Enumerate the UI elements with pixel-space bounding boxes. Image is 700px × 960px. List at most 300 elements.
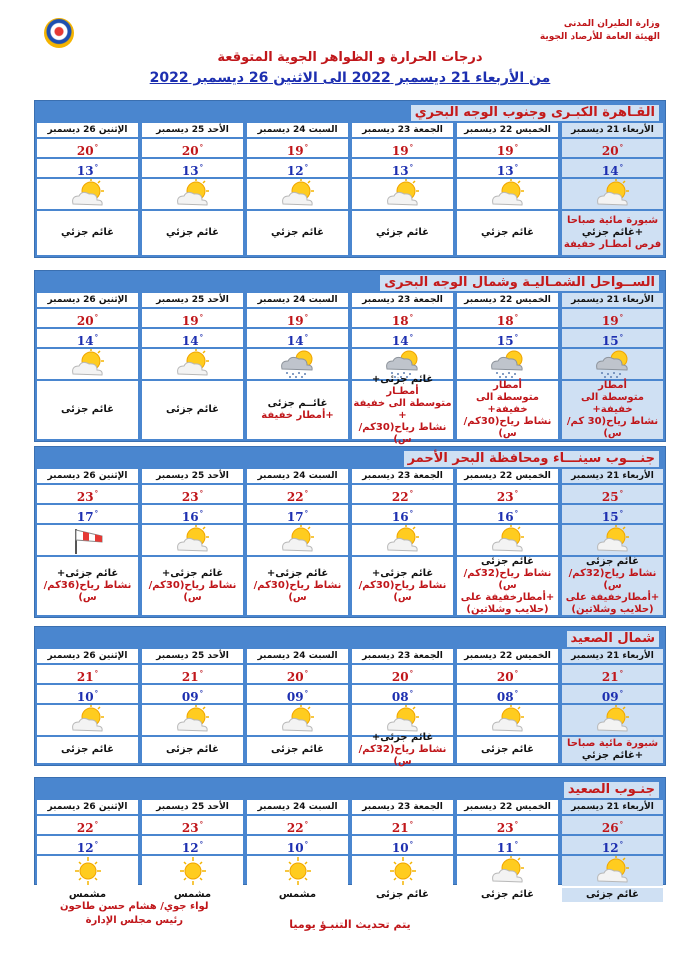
max-temperature	[37, 816, 138, 834]
day-column	[142, 123, 243, 255]
day-label: الأحد 25 ديسمبر	[142, 800, 243, 814]
weather-description	[142, 381, 243, 439]
max-temperature	[352, 309, 453, 327]
min-temperature	[352, 505, 453, 523]
max-temperature-value: 21	[76, 670, 94, 684]
weather-description-line: أمطار	[493, 380, 522, 391]
weather-description-line: (حلايب وشلاتين)	[571, 604, 654, 615]
day-label: الأربعاء 21 ديسمبر	[562, 123, 663, 137]
degree-symbol: °	[619, 820, 624, 829]
weather-description-line: غائم جزئى	[271, 744, 324, 755]
min-temperature-value: 16	[391, 510, 409, 524]
region-name: جنـــوب سينـــاء ومحافظة البحر الأحمر	[404, 451, 659, 467]
min-temperature-value: 14	[181, 334, 199, 348]
degree-symbol: °	[199, 689, 204, 698]
degree-symbol: °	[304, 509, 309, 518]
max-temperature-value: 19	[181, 314, 199, 328]
weather-description-line: غائم جزئى+	[371, 568, 434, 579]
weather-description	[457, 888, 558, 902]
min-temperature-value: 09	[601, 690, 619, 704]
degree-symbol: °	[619, 143, 624, 152]
degree-symbol: °	[94, 163, 99, 172]
day-column	[352, 649, 453, 767]
organization-name	[540, 18, 660, 44]
weather-description	[247, 737, 348, 763]
day-label: الأربعاء 21 ديسمبر	[562, 649, 663, 663]
weather-description	[352, 732, 453, 767]
min-temperature-value: 14	[286, 334, 304, 348]
max-temperature	[142, 309, 243, 327]
min-temperature	[562, 505, 663, 523]
weather-description-line: غائم جزئى	[61, 404, 114, 415]
day-label: الخميس 22 ديسمبر	[457, 800, 558, 814]
weather-description-line: غائم جزئى+	[161, 568, 224, 579]
max-temperature	[352, 139, 453, 157]
day-column	[247, 800, 348, 902]
weather-description-line: متوسطة الى خفيفة+	[476, 392, 539, 415]
day-label: الخميس 22 ديسمبر	[457, 649, 558, 663]
max-temperature-value: 23	[181, 490, 199, 504]
degree-symbol: °	[199, 669, 204, 678]
min-temperature-value: 12	[286, 164, 304, 178]
degree-symbol: °	[304, 163, 309, 172]
weather-description-line: نشاط رياح(30 كم/س)	[566, 416, 659, 439]
day-column	[247, 469, 348, 615]
degree-symbol: °	[409, 489, 414, 498]
max-temperature	[352, 816, 453, 834]
max-temperature	[562, 139, 663, 157]
max-temperature	[562, 309, 663, 327]
degree-symbol: °	[199, 840, 204, 849]
min-temperature-value: 17	[76, 510, 94, 524]
max-temperature-value: 20	[76, 144, 94, 158]
min-temperature-value: 15	[601, 334, 619, 348]
max-temperature-value: 20	[601, 144, 619, 158]
max-temperature	[352, 665, 453, 683]
min-temperature-value: 12	[76, 841, 94, 855]
day-column	[142, 469, 243, 615]
day-column	[352, 123, 453, 255]
weather-description	[247, 557, 348, 615]
degree-symbol: °	[619, 163, 624, 172]
max-temperature	[457, 485, 558, 503]
max-temperature	[142, 665, 243, 683]
degree-symbol: °	[409, 509, 414, 518]
min-temperature-value: 15	[601, 510, 619, 524]
degree-symbol: °	[304, 820, 309, 829]
windsock-icon	[37, 525, 138, 555]
weather-description	[142, 211, 243, 255]
degree-symbol: °	[514, 313, 519, 322]
degree-symbol: °	[514, 820, 519, 829]
weather-description-line: شبورة مائية صباحا	[566, 215, 659, 226]
degree-symbol: °	[409, 163, 414, 172]
min-temperature-value: 08	[496, 690, 514, 704]
max-temperature-value: 22	[391, 490, 409, 504]
min-temperature	[457, 685, 558, 703]
min-temperature-value: 13	[496, 164, 514, 178]
partly-cloudy-sun-icon	[247, 179, 348, 209]
max-temperature-value: 18	[391, 314, 409, 328]
day-column	[37, 123, 138, 255]
weather-description-line: نشاط رياح(30كم/س)	[358, 580, 447, 603]
day-column	[142, 800, 243, 902]
day-label: الأحد 25 ديسمبر	[142, 293, 243, 307]
min-temperature-value: 14	[601, 164, 619, 178]
max-temperature	[37, 665, 138, 683]
day-column	[562, 123, 663, 255]
day-column	[562, 800, 663, 902]
min-temperature-value: 15	[496, 334, 514, 348]
min-temperature	[247, 685, 348, 703]
partly-cloudy-sun-icon	[457, 179, 558, 209]
degree-symbol: °	[94, 509, 99, 518]
max-temperature	[352, 485, 453, 503]
degree-symbol: °	[304, 333, 309, 342]
min-temperature	[247, 836, 348, 854]
degree-symbol: °	[514, 509, 519, 518]
weather-description-line: +غائم جزئي	[581, 227, 644, 238]
min-temperature	[37, 329, 138, 347]
max-temperature-value: 19	[286, 314, 304, 328]
degree-symbol: °	[409, 669, 414, 678]
degree-symbol: °	[94, 333, 99, 342]
day-column	[37, 469, 138, 615]
partly-cloudy-sun-icon	[247, 525, 348, 555]
partly-cloudy-sun-icon	[352, 705, 453, 735]
min-temperature	[562, 685, 663, 703]
max-temperature-value: 23	[181, 821, 199, 835]
weather-description-line: غائم جزئى	[376, 889, 429, 900]
min-temperature-value: 09	[181, 690, 199, 704]
day-label: الإثنين 26 ديسمبر	[37, 123, 138, 137]
day-label: الإثنين 26 ديسمبر	[37, 649, 138, 663]
max-temperature	[247, 309, 348, 327]
day-label: السبت 24 ديسمبر	[247, 649, 348, 663]
day-label: السبت 24 ديسمبر	[247, 123, 348, 137]
max-temperature-value: 18	[496, 314, 514, 328]
day-label: الأربعاء 21 ديسمبر	[562, 469, 663, 483]
partly-cloudy-sun-icon	[37, 349, 138, 379]
max-temperature-value: 23	[496, 821, 514, 835]
weather-description	[247, 888, 348, 902]
partly-cloudy-sun-icon	[142, 705, 243, 735]
partly-cloudy-sun-icon	[352, 525, 453, 555]
date-range-title: من الأربعاء 21 ديسمبر 2022 الى الاثنين 26 ديسمبر 2022	[149, 70, 551, 86]
region-panel	[34, 777, 666, 900]
region-header	[35, 627, 665, 649]
weather-description-line: +أمطارخفيفة على	[565, 592, 660, 603]
weather-description-line: غائم جزئي	[166, 227, 219, 238]
region-header	[35, 271, 665, 293]
day-column	[247, 649, 348, 763]
min-temperature-value: 10	[76, 690, 94, 704]
day-column	[352, 469, 453, 615]
weather-description-line: نشاط رياح(36كم/س)	[43, 580, 132, 603]
weather-description	[562, 888, 663, 902]
weather-description-line: غائم جزئي	[271, 227, 324, 238]
org-line-2: الهيئة العامة للأرصاد الجوية	[539, 32, 660, 42]
weather-description	[352, 211, 453, 255]
day-column	[247, 123, 348, 255]
degree-symbol: °	[94, 313, 99, 322]
weather-description-line: مشمس	[173, 889, 212, 900]
weather-description-line: نشاط رياح(32كم/س)	[358, 744, 447, 767]
max-temperature-value: 25	[601, 490, 619, 504]
weather-description-line: +أمطار خفيفة	[261, 410, 334, 421]
degree-symbol: °	[409, 333, 414, 342]
day-label: الجمعة 23 ديسمبر	[352, 800, 453, 814]
degree-symbol: °	[199, 509, 204, 518]
authority-logo	[44, 18, 74, 48]
max-temperature-value: 19	[286, 144, 304, 158]
weather-description-line: غائم جزئى+	[371, 732, 434, 743]
max-temperature	[247, 485, 348, 503]
weather-description-line: أمطـار	[386, 386, 419, 397]
region-panel	[34, 100, 666, 258]
degree-symbol: °	[514, 143, 519, 152]
partly-cloudy-sun-icon	[562, 525, 663, 555]
page-title: درجات الحرارة و الظواهر الجوية المتوقعة	[217, 50, 483, 65]
weather-description-line: غائم جزئى	[166, 744, 219, 755]
max-temperature-value: 23	[496, 490, 514, 504]
day-label: الأربعاء 21 ديسمبر	[562, 800, 663, 814]
max-temperature	[457, 139, 558, 157]
max-temperature	[37, 485, 138, 503]
day-label: السبت 24 ديسمبر	[247, 469, 348, 483]
signature-name: لواء جوي/ هشام حسن طاحون	[60, 901, 209, 912]
degree-symbol: °	[619, 333, 624, 342]
min-temperature	[562, 329, 663, 347]
partly-cloudy-sun-icon	[247, 705, 348, 735]
degree-symbol: °	[199, 820, 204, 829]
min-temperature	[37, 836, 138, 854]
signature-title: رئيس مجلس الإدارة	[85, 915, 183, 926]
max-temperature	[457, 665, 558, 683]
max-temperature	[562, 816, 663, 834]
day-label: الجمعة 23 ديسمبر	[352, 293, 453, 307]
partly-cloudy-sun-icon	[562, 179, 663, 209]
region-name: الســواحل الشمـاليـة وشمال الوجه البحرى	[380, 275, 659, 291]
sunny-icon	[37, 856, 138, 886]
partly-cloudy-sun-icon	[142, 525, 243, 555]
day-label: الخميس 22 ديسمبر	[457, 469, 558, 483]
degree-symbol: °	[514, 489, 519, 498]
max-temperature-value: 20	[181, 144, 199, 158]
day-column	[352, 293, 453, 445]
degree-symbol: °	[514, 333, 519, 342]
day-label: الإثنين 26 ديسمبر	[37, 800, 138, 814]
weather-description-line: نشاط رياح(30كم/س)	[148, 580, 237, 603]
weather-description-line: نشاط رياح(32كم/س)	[568, 568, 657, 591]
max-temperature	[562, 665, 663, 683]
day-column	[562, 649, 663, 763]
min-temperature-value: 13	[181, 164, 199, 178]
min-temperature	[457, 159, 558, 177]
day-column	[562, 469, 663, 615]
max-temperature-value: 19	[391, 144, 409, 158]
region-panel	[34, 270, 666, 445]
max-temperature	[457, 816, 558, 834]
day-column	[37, 293, 138, 439]
max-temperature-value: 21	[601, 670, 619, 684]
weather-description-line: نشاط رياح(30كم/س)	[358, 422, 447, 445]
min-temperature-value: 11	[496, 841, 514, 855]
min-temperature	[142, 836, 243, 854]
weather-description	[352, 557, 453, 615]
region-panel	[34, 626, 666, 766]
min-temperature-value: 16	[496, 510, 514, 524]
min-temperature	[562, 159, 663, 177]
weather-description	[562, 557, 663, 615]
region-panel	[34, 446, 666, 618]
max-temperature-value: 20	[496, 670, 514, 684]
region-header	[35, 101, 665, 123]
min-temperature-value: 17	[286, 510, 304, 524]
min-temperature	[352, 329, 453, 347]
min-temperature	[247, 329, 348, 347]
weather-description	[562, 737, 663, 763]
day-label: الجمعة 23 ديسمبر	[352, 469, 453, 483]
min-temperature	[142, 505, 243, 523]
min-temperature	[37, 685, 138, 703]
max-temperature-value: 19	[601, 314, 619, 328]
degree-symbol: °	[304, 840, 309, 849]
degree-symbol: °	[94, 669, 99, 678]
weather-description	[247, 211, 348, 255]
weather-description	[457, 381, 558, 439]
degree-symbol: °	[304, 143, 309, 152]
day-column	[142, 649, 243, 763]
weather-description-line: غائــم جزئى	[267, 398, 328, 409]
min-temperature-value: 08	[391, 690, 409, 704]
partly-cloudy-sun-icon	[37, 705, 138, 735]
min-temperature	[247, 505, 348, 523]
min-temperature	[37, 505, 138, 523]
degree-symbol: °	[514, 689, 519, 698]
region-name: القـاهرة الكبـرى وجنوب الوجه البحري	[411, 105, 659, 121]
day-label: السبت 24 ديسمبر	[247, 293, 348, 307]
degree-symbol: °	[514, 163, 519, 172]
degree-symbol: °	[514, 840, 519, 849]
weather-description-line: فرص أمطـار خفيفة	[563, 239, 662, 250]
day-label: الخميس 22 ديسمبر	[457, 293, 558, 307]
min-temperature-value: 10	[391, 841, 409, 855]
partly-cloudy-sun-icon	[352, 179, 453, 209]
weather-description-line: غائم جزئى	[166, 404, 219, 415]
weather-description-line: غائم جزئى+	[371, 374, 434, 385]
min-temperature	[142, 159, 243, 177]
max-temperature-value: 21	[181, 670, 199, 684]
degree-symbol: °	[304, 669, 309, 678]
min-temperature	[142, 329, 243, 347]
degree-symbol: °	[409, 143, 414, 152]
day-column	[37, 649, 138, 763]
degree-symbol: °	[409, 840, 414, 849]
min-temperature-value: 14	[76, 334, 94, 348]
min-temperature	[457, 329, 558, 347]
degree-symbol: °	[199, 313, 204, 322]
day-column	[457, 123, 558, 255]
day-label: الأربعاء 21 ديسمبر	[562, 293, 663, 307]
update-note: يتم تحديث التنبـؤ يوميا	[289, 918, 411, 931]
degree-symbol: °	[409, 689, 414, 698]
day-column	[562, 293, 663, 439]
weather-description	[37, 211, 138, 255]
weather-description-line: +أمطارخفيفة على	[460, 592, 555, 603]
max-temperature	[247, 665, 348, 683]
max-temperature	[37, 139, 138, 157]
max-temperature-value: 26	[601, 821, 619, 835]
weather-description-line: (حلايب وشلاتين)	[466, 604, 549, 615]
max-temperature-value: 22	[286, 490, 304, 504]
degree-symbol: °	[94, 143, 99, 152]
weather-description-line: متوسطة الى خفيفة +	[353, 398, 452, 421]
partly-cloudy-sun-icon	[142, 349, 243, 379]
day-label: الجمعة 23 ديسمبر	[352, 649, 453, 663]
weather-description	[37, 737, 138, 763]
weather-description-line: غائم جزئى	[586, 889, 639, 900]
day-column	[457, 649, 558, 763]
sunny-icon	[247, 856, 348, 886]
max-temperature	[247, 816, 348, 834]
min-temperature-value: 16	[181, 510, 199, 524]
weather-description-line: غائم جزئي	[376, 227, 429, 238]
day-label: الإثنين 26 ديسمبر	[37, 469, 138, 483]
degree-symbol: °	[304, 489, 309, 498]
degree-symbol: °	[94, 820, 99, 829]
rain-cloud-sun-icon	[562, 349, 663, 379]
day-label: الأحد 25 ديسمبر	[142, 649, 243, 663]
org-line-1: وزارة الطيران المدنى	[563, 19, 660, 29]
max-temperature	[37, 309, 138, 327]
degree-symbol: °	[409, 820, 414, 829]
degree-symbol: °	[619, 313, 624, 322]
min-temperature	[247, 159, 348, 177]
region-name: جنـوب الصعيد	[564, 782, 659, 798]
weather-description	[562, 211, 663, 255]
max-temperature-value: 20	[286, 670, 304, 684]
day-column	[37, 800, 138, 902]
region-header	[35, 447, 665, 469]
rain-cloud-sun-icon	[247, 349, 348, 379]
degree-symbol: °	[94, 689, 99, 698]
day-label: الأحد 25 ديسمبر	[142, 469, 243, 483]
sunny-icon	[352, 856, 453, 886]
degree-symbol: °	[619, 669, 624, 678]
max-temperature-value: 20	[76, 314, 94, 328]
max-temperature	[142, 816, 243, 834]
min-temperature	[562, 836, 663, 854]
min-temperature	[457, 505, 558, 523]
day-column	[457, 800, 558, 902]
max-temperature	[457, 309, 558, 327]
partly-cloudy-sun-icon	[457, 525, 558, 555]
weather-description-line: أمطار	[598, 380, 627, 391]
weather-description-line: غائم جزئى	[586, 556, 639, 567]
max-temperature	[142, 485, 243, 503]
weather-description	[37, 557, 138, 615]
weather-description	[457, 737, 558, 763]
day-column	[247, 293, 348, 439]
max-temperature-value: 19	[496, 144, 514, 158]
degree-symbol: °	[619, 840, 624, 849]
weather-description-line: مشمس	[68, 889, 107, 900]
weather-description-line: شبورة مائية صباحا	[566, 738, 659, 749]
min-temperature-value: 13	[391, 164, 409, 178]
weather-description	[352, 374, 453, 445]
day-column	[457, 293, 558, 439]
